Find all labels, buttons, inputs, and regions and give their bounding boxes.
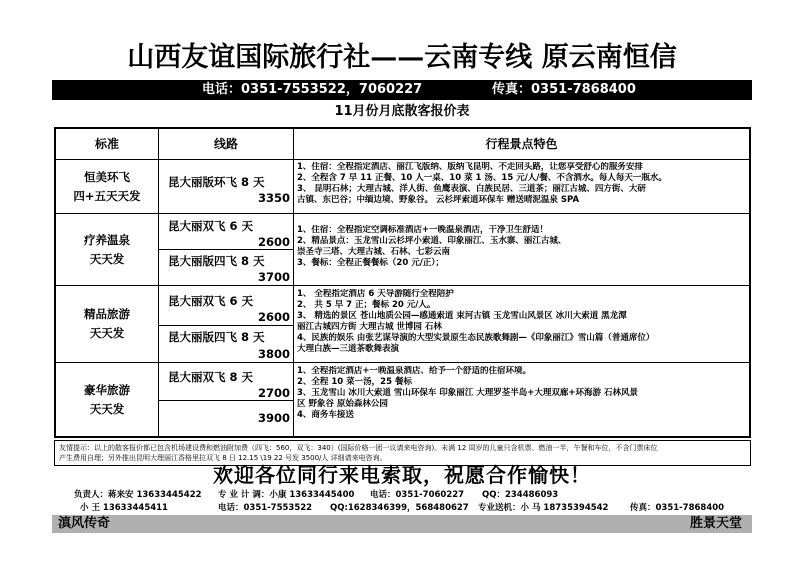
route-name: 昆大丽双飞 6 天 <box>168 219 254 233</box>
standard-cell <box>56 160 158 213</box>
feature-line: 1、住宿：全程指定空调标准酒店+一晚温泉酒店，干净卫生舒适！ <box>297 225 549 235</box>
route-name: 昆大丽版四飞 8 天 <box>168 254 265 268</box>
staff-contact: 专 业 计 调：小康 13633445400 <box>218 490 355 500</box>
route-name: 昆大丽版四飞 8 天 <box>168 330 265 344</box>
route-price: 3700 <box>257 270 290 284</box>
route-price: 3900 <box>257 411 290 425</box>
feature-line: 4、商务车接送 <box>297 410 354 420</box>
contact-bar <box>52 80 752 100</box>
feature-line: 2、全程含 7 早 11 正餐、10 人一桌、10 菜 1 汤、15 元/人/餐、不含酒水。每人每天一瓶水。 <box>297 173 667 183</box>
staff-contact: QQ:1628346399，568480627 <box>330 503 469 513</box>
fax-number: 传真：0351-7868400 <box>492 82 636 97</box>
standard-name: 恒美环飞 <box>84 169 130 184</box>
row-divider <box>56 362 749 363</box>
route-price: 3350 <box>257 191 290 205</box>
page-title: 山西友谊国际旅行社——云南专线 原云南恒信 <box>127 42 677 73</box>
features-cell <box>297 289 749 361</box>
row-divider <box>56 213 749 214</box>
staff-contact: 小 王 13633445411 <box>80 503 168 513</box>
standard-name: 豪华旅游 <box>84 382 130 397</box>
notice-line: 产生费用自理；另外推出昆明大理丽江香格里拉双飞 8 日 12.15 \19 22 号发 3500/人 详细请来电咨询。 <box>59 454 387 462</box>
price-table <box>54 127 751 438</box>
feature-line: 古镇、东巴谷；中缅边境、野象谷。 云杉坪索道环保车 赠送晴泥温泉 SPA <box>297 195 580 205</box>
standard-cell <box>56 363 158 436</box>
column-divider <box>293 129 294 436</box>
staff-contact: 负责人：蒋来安 13633445422 <box>74 490 202 500</box>
departure-schedule: 天天发 <box>89 401 125 416</box>
feature-line: 3、 昆明石林；大理古城、洋人街、鱼鹰表演、白族民居、三道茶；丽江古城、四方街、大研 <box>297 184 646 194</box>
feature-line: 3、玉龙雪山 冰川大索道 雪山环保车 印象丽江 大理罗荃半岛+大理双廊+环海游 石林风景 <box>297 388 638 398</box>
route-price: 3800 <box>257 347 290 361</box>
footer-left-text: 滇风传奇 <box>58 516 111 531</box>
standard-name: 疗养温泉 <box>84 232 130 247</box>
row-divider <box>158 325 294 326</box>
standard-cell <box>56 286 158 362</box>
staff-contact: 专业送机：小 马 18735394542 <box>478 503 609 513</box>
feature-line: 丽江古城四方街 大理古城 世博园 石林 <box>297 322 442 332</box>
feature-line: 崇圣寺三塔、大理古城、石林、七彩云南 <box>297 247 451 257</box>
route-price: 2700 <box>257 386 290 400</box>
route-name: 昆大丽版环飞 8 天 <box>168 175 265 189</box>
route-price: 2600 <box>257 310 290 324</box>
header-standard: 标准 <box>94 137 119 151</box>
notice-line: 友情提示：以上的散客报价都已包含机场建设费和燃油附加费（四飞：560，双飞：340）(国际价格一团一议请来电咨询)。未满 12 周岁的儿童只含机票、燃油一半，午餐和车位，不含门票床位 <box>59 444 658 452</box>
row-divider <box>158 400 294 401</box>
feature-line: 4、民族的娱乐 由张艺谋导演的大型实景原生态民族歌舞剧—《印象丽江》雪山篇（普通席位） <box>297 333 655 343</box>
row-divider <box>158 249 294 250</box>
price-list-subtitle: 11月份月底散客报价表 <box>334 104 470 119</box>
feature-line: 2、 共 5 早 7 正；餐标 20 元/人。 <box>297 300 436 310</box>
staff-contact: QQ：234486093 <box>482 490 559 500</box>
column-divider <box>158 129 159 436</box>
feature-line: 3、 精选的景区 苍山地质公园—感通索道 束河古镇 玉龙雪山风景区 冰川大索道 黑龙潭 <box>297 311 627 321</box>
feature-line: 2、全程 10 菜一汤，25 餐标 <box>297 377 412 387</box>
route-name: 昆大丽双飞 6 天 <box>168 294 254 308</box>
features-cell <box>297 162 749 212</box>
footer-right-text: 胜景天堂 <box>689 516 742 531</box>
row-divider <box>56 159 749 160</box>
route-price: 2600 <box>257 235 290 249</box>
phone-number: 电话：0351-7553522，7060227 <box>202 82 423 97</box>
departure-schedule: 四+五天天发 <box>73 188 141 203</box>
features-cell <box>297 225 749 283</box>
standard-cell <box>56 214 158 285</box>
features-cell <box>297 366 749 434</box>
feature-line: 区 野象谷 原始森林公园 <box>297 399 388 409</box>
header-route: 线路 <box>213 137 238 151</box>
feature-line: 大理白族—三道茶歌舞表演 <box>297 344 400 354</box>
feature-line: 1、 全程指定酒店 6 天导游随行全程陪护 <box>297 289 454 299</box>
departure-schedule: 天天发 <box>89 326 125 340</box>
route-name: 昆大丽双飞 8 天 <box>168 370 254 384</box>
departure-schedule: 天天发 <box>89 251 125 266</box>
staff-contact: 传真：0351-7868400 <box>630 503 725 513</box>
row-divider <box>56 285 749 286</box>
feature-line: 2、精品景点：玉龙雪山云杉坪小索道、印象丽江、玉水寨、丽江古城、 <box>297 236 567 246</box>
feature-line: 1、全程指定酒店+一晚温泉酒店、给予一个舒适的住宿环境。 <box>297 366 532 376</box>
footer-bar <box>52 515 752 533</box>
standard-name: 精品旅游 <box>84 307 130 321</box>
staff-contact: 电话：0351-7060227 <box>370 490 465 500</box>
staff-contact: 电话：0351-7553522 <box>218 503 313 513</box>
feature-line: 1、住宿：全程指定酒店、丽江飞版纳、版纳飞昆明、不走回头路，让您享受舒心的服务安排 <box>297 162 643 172</box>
header-features: 行程景点特色 <box>485 137 558 151</box>
slogan: 欢迎各位同行来电索取，祝愿合作愉快！ <box>213 463 591 487</box>
feature-line: 3、餐标：全程正餐餐标（20 元/正）； <box>297 258 445 268</box>
